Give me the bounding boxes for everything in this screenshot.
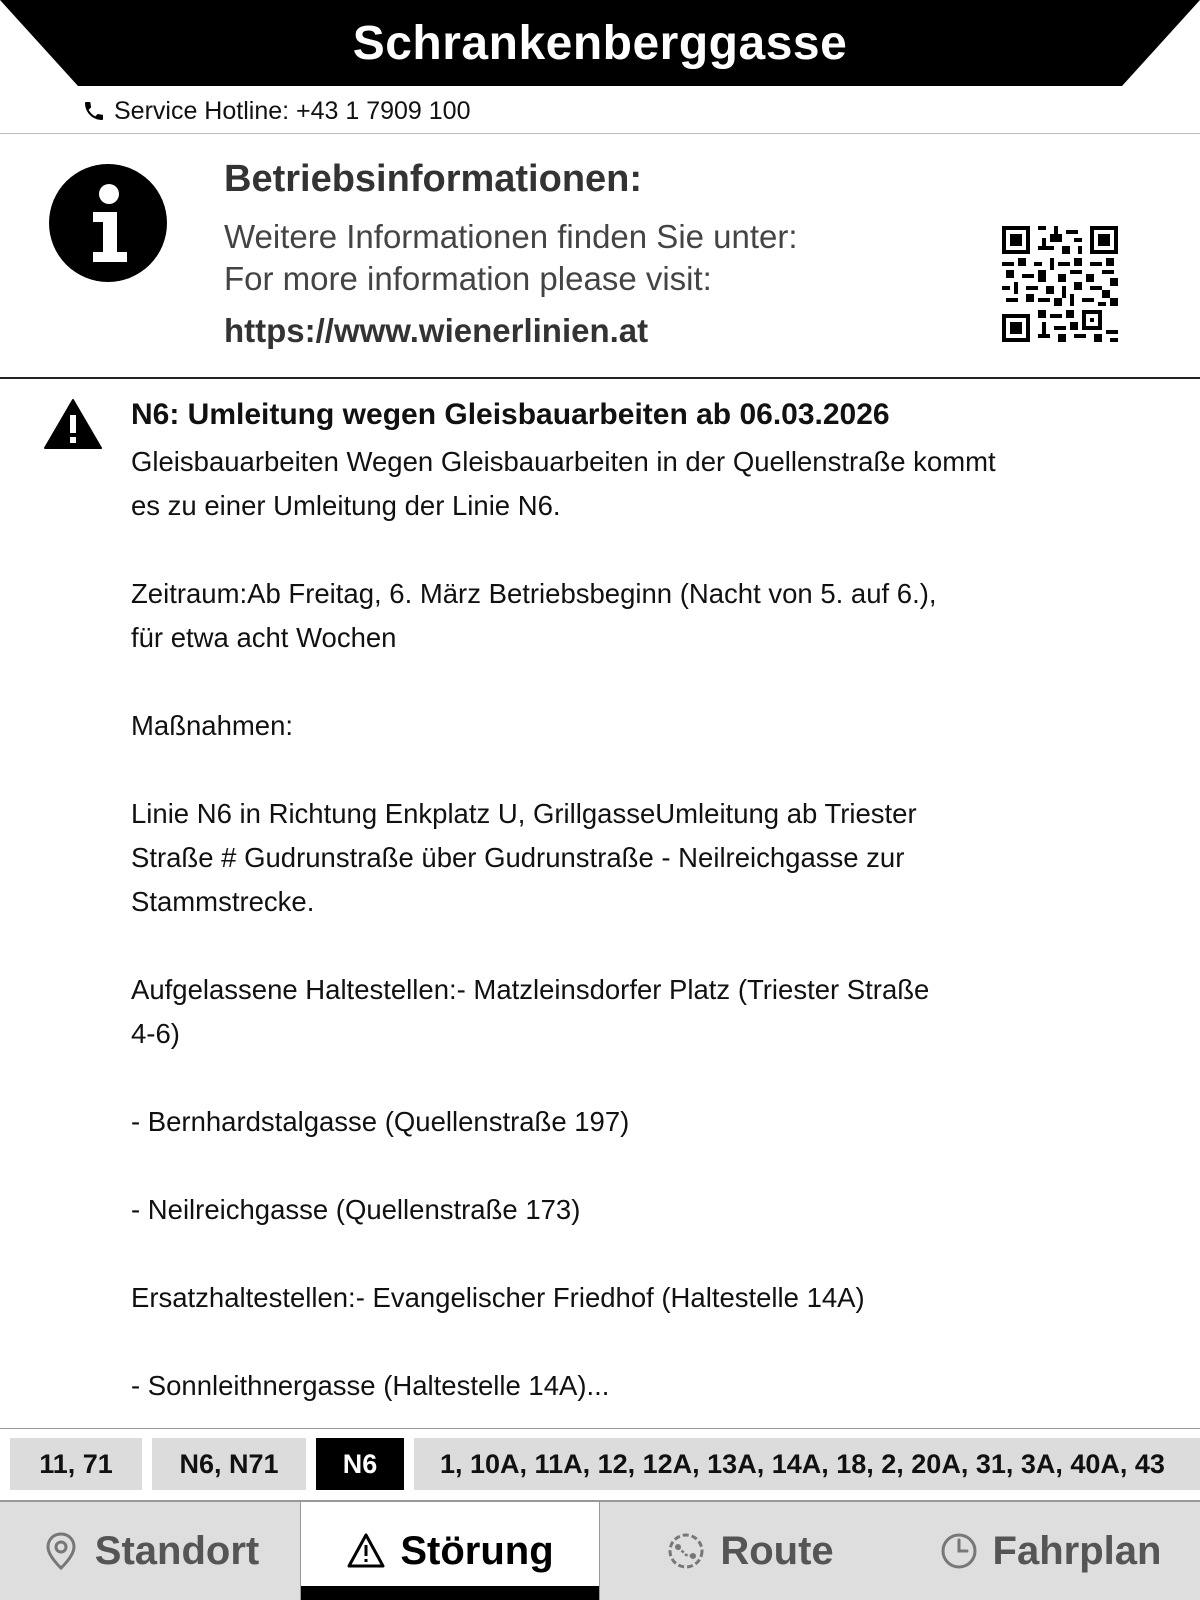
line-chip[interactable]: 1, 10A, 11A, 12, 12A, 13A, 14A, 18, 2, 20A, 31, 3A, 40A, 43 [414,1438,1200,1490]
info-text-de: Weitere Informationen finden Sie unter: [224,218,798,255]
phone-icon [82,99,106,123]
line-chip[interactable]: 11, 71 [10,1438,142,1490]
disruption-body: Gleisbauarbeiten Wegen Gleisbauarbeiten in der Quellenstraße kommt es zu einer Umleitung der Linie N6. Zeitraum:Ab Freitag, 6. März Betriebsbeginn (Nacht von 5. auf 6.), für etwa acht Wochen Maßnahmen: Linie N6 in Richtung Enkplatz U, GrillgasseUmleitung ab Triester Straße # Gudrunstraße über Gudrunstraße - Neilreichgasse zur Stammstrecke. Aufgelassene Haltestellen:- Matzleinsdorfer Platz (Triester Straße 4-6) - Bernhardstalgasse (Quellenstraße 197) - Neilreichgasse (Quellenstraße 173) Ersatzhaltestellen:- Evangelischer Friedhof (Haltestelle 14A) - Sonnleithnergasse (Haltestelle 14A)... [131,446,996,1401]
divider [0,1428,1200,1429]
line-chip[interactable]: N6, N71 [152,1438,306,1490]
warning-icon [346,1531,386,1571]
disruption-title: N6: Umleitung wegen Gleisbauarbeiten ab 06.03.2026 [131,398,890,431]
info-icon [49,164,167,282]
tab-label: Route [720,1528,834,1573]
stop-name-title: Schrankenberggasse [352,16,848,70]
title-banner [0,0,1200,86]
divider [0,133,1200,134]
info-text-en: For more information please visit: [224,260,712,297]
line-chip-active[interactable]: N6 [316,1438,404,1490]
tab-label: Standort [94,1528,260,1573]
tab-label: Fahrplan [992,1528,1162,1573]
tab-route[interactable] [600,1500,900,1600]
clock-icon [939,1531,979,1571]
location-pin-icon [41,1531,81,1571]
bottom-nav [0,1500,1200,1600]
info-heading: Betriebsinformationen: [224,158,643,200]
hotline-text: Service Hotline: +43 1 7909 100 [114,96,471,125]
route-icon [666,1531,706,1571]
tab-label: Störung [400,1528,554,1573]
qr-code-icon[interactable] [1002,226,1118,342]
tab-fahrplan[interactable] [900,1500,1200,1600]
tab-stoerung[interactable] [300,1500,600,1600]
line-filter-row [10,1438,1200,1490]
service-hotline [82,94,471,128]
divider [0,377,1200,379]
tab-standort[interactable] [0,1500,300,1600]
info-url-link[interactable]: https://www.wienerlinien.at [224,312,649,349]
warning-icon [44,398,102,450]
